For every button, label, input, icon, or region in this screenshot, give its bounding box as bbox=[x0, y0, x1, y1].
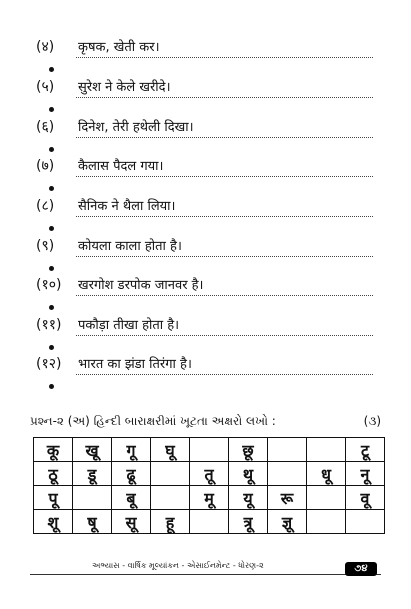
row-number: (११) bbox=[36, 317, 62, 333]
bullet-dot bbox=[49, 226, 54, 231]
grid-cell: वू bbox=[346, 486, 385, 510]
grid-cell bbox=[268, 462, 307, 486]
grid-row bbox=[34, 486, 385, 510]
grid-cell bbox=[151, 462, 190, 486]
footer-text: અભ્યાસ - વાર્ષિક મૂલ્યાંકન - એસાઈનમેન્ટ - ધોરણ-૨ bbox=[92, 561, 264, 570]
row-sentence: भारत का झंडा तिरंगा है। bbox=[78, 357, 192, 372]
bullet-dot bbox=[49, 345, 54, 350]
grid-cell bbox=[190, 510, 229, 534]
grid-cell: घू bbox=[151, 438, 190, 462]
row-sentence: खरगोश डरपोक जानवर है। bbox=[78, 278, 204, 293]
grid-cell: कू bbox=[34, 438, 73, 462]
grid-cell: नू bbox=[346, 462, 385, 486]
grid-cell: मू bbox=[190, 486, 229, 510]
grid-cell: डू bbox=[73, 462, 112, 486]
grid-cell: शू bbox=[34, 510, 73, 534]
writing-line bbox=[76, 295, 373, 296]
row-number: (४) bbox=[36, 39, 55, 55]
grid-cell: थू bbox=[229, 462, 268, 486]
grid-cell: तू bbox=[190, 462, 229, 486]
grid-cell bbox=[190, 438, 229, 462]
row-number: (१२) bbox=[36, 356, 62, 372]
writing-line bbox=[76, 335, 373, 336]
grid-cell bbox=[307, 438, 346, 462]
grid-cell: खू bbox=[73, 438, 112, 462]
writing-line bbox=[76, 216, 373, 217]
page-number-badge: ૭૪ bbox=[345, 562, 377, 576]
row-sentence: दिनेश, तेरी हथेली दिखा। bbox=[78, 120, 194, 135]
grid-cell: यू bbox=[229, 486, 268, 510]
grid-cell: ढू bbox=[112, 462, 151, 486]
grid-cell: बू bbox=[112, 486, 151, 510]
grid-cell: ज्ञू bbox=[268, 510, 307, 534]
grid-cell bbox=[307, 510, 346, 534]
grid-cell: ठू bbox=[34, 462, 73, 486]
writing-line bbox=[76, 374, 373, 375]
row-sentence: कृषक, खेती कर। bbox=[78, 40, 160, 55]
bullet-dot bbox=[49, 107, 54, 112]
bullet-dot bbox=[49, 67, 54, 72]
grid-row bbox=[34, 438, 385, 462]
bullet-dot bbox=[49, 266, 54, 271]
exercise-row bbox=[0, 156, 411, 196]
exercise-row bbox=[0, 275, 411, 315]
barakhadi-grid bbox=[33, 437, 385, 534]
writing-line bbox=[76, 97, 373, 98]
grid-cell: हू bbox=[151, 510, 190, 534]
grid-cell: रू bbox=[268, 486, 307, 510]
row-sentence: सुरेश ने केले खरीदे। bbox=[78, 80, 171, 95]
question-heading bbox=[30, 414, 381, 429]
bullet-dot bbox=[49, 305, 54, 310]
question-label: પ્રશ્ન-૨ (અ) હિન્દી બારાક્ષરીમાં ખૂટતા અક્ષરો લખો : bbox=[30, 414, 276, 428]
bullet-dot bbox=[49, 384, 54, 389]
question-marks: (૩) bbox=[363, 414, 381, 428]
grid-row bbox=[34, 462, 385, 486]
grid-cell: सू bbox=[112, 510, 151, 534]
row-sentence: कोयला काला होता है। bbox=[78, 239, 182, 254]
grid-cell: गू bbox=[112, 438, 151, 462]
grid-cell bbox=[346, 510, 385, 534]
grid-cell: त्रू bbox=[229, 510, 268, 534]
row-number: (६) bbox=[36, 119, 55, 135]
exercise-row bbox=[0, 37, 411, 77]
row-number: (८) bbox=[36, 198, 55, 214]
writing-line bbox=[76, 57, 373, 58]
row-sentence: कैलास पैदल गया। bbox=[78, 159, 164, 174]
writing-line bbox=[76, 256, 373, 257]
grid-cell: धू bbox=[307, 462, 346, 486]
row-sentence: पकौड़ा तीखा होता है। bbox=[78, 318, 180, 333]
exercise-row bbox=[0, 236, 411, 276]
exercise-row bbox=[0, 117, 411, 157]
bullet-dot bbox=[49, 186, 54, 191]
grid-cell: टू bbox=[346, 438, 385, 462]
writing-line bbox=[76, 137, 373, 138]
row-number: (१०) bbox=[36, 277, 62, 293]
grid-cell bbox=[307, 486, 346, 510]
grid-row bbox=[34, 510, 385, 534]
row-sentence: सैनिक ने थैला लिया। bbox=[78, 199, 176, 214]
footer-rule bbox=[30, 574, 381, 575]
grid-cell: छू bbox=[229, 438, 268, 462]
exercise-row bbox=[0, 315, 411, 355]
grid-cell bbox=[73, 486, 112, 510]
row-number: (७) bbox=[36, 158, 55, 174]
grid-cell: पू bbox=[34, 486, 73, 510]
row-number: (९) bbox=[36, 238, 55, 254]
exercise-row bbox=[0, 196, 411, 236]
grid-cell bbox=[268, 438, 307, 462]
exercise-row bbox=[0, 77, 411, 117]
grid-cell: षू bbox=[73, 510, 112, 534]
exercise-row bbox=[0, 354, 411, 394]
bullet-dot bbox=[49, 147, 54, 152]
row-number: (५) bbox=[36, 79, 55, 95]
writing-line bbox=[76, 176, 373, 177]
page-footer bbox=[0, 561, 411, 577]
grid-cell bbox=[151, 486, 190, 510]
